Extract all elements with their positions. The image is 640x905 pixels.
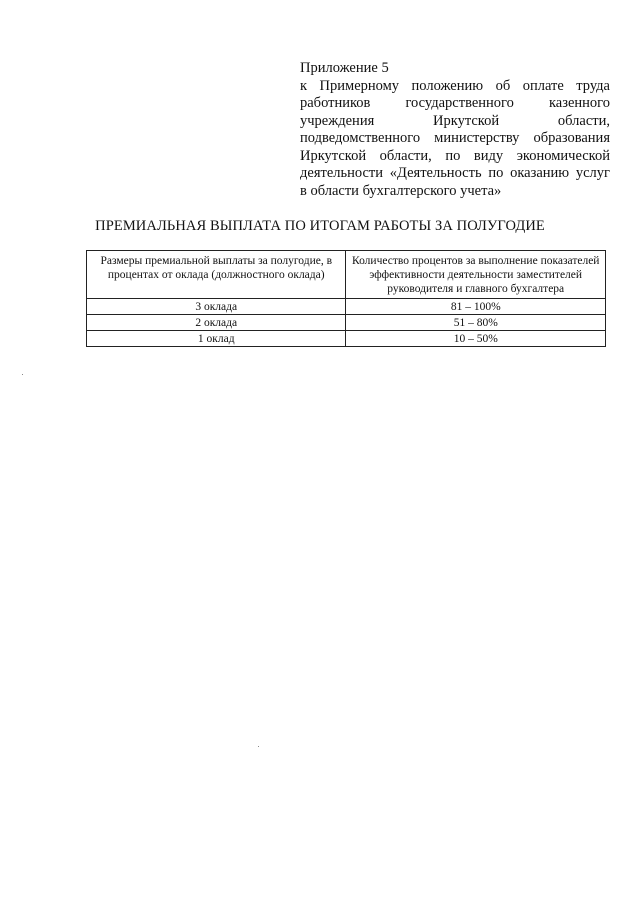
table-row — [87, 315, 606, 331]
appendix-line: деятельности «Деятельность по оказанию услуг — [300, 165, 610, 181]
appendix-line: подведомственного министерству образования — [300, 130, 610, 146]
cell-percent-range: 51 – 80% — [346, 315, 606, 331]
header-bonus-size: Размеры премиальной выплаты за полугодие, в процентах от оклада (должностного оклада) — [87, 251, 346, 299]
cell-percent-range: 81 – 100% — [346, 299, 606, 315]
appendix-line: в области бухгалтерского учета» — [300, 182, 502, 199]
appendix-line: к Примерному положению об оплате труда — [300, 77, 610, 94]
table-row — [87, 331, 606, 347]
table-row — [87, 299, 606, 315]
scan-speck — [22, 374, 23, 375]
table-header-row — [87, 251, 606, 299]
bonus-table — [86, 250, 606, 347]
cell-bonus-size: 2 оклада — [87, 315, 346, 331]
document-title: ПРЕМИАЛЬНАЯ ВЫПЛАТА ПО ИТОГАМ РАБОТЫ ЗА ПОЛУГОДИЕ — [95, 218, 545, 234]
appendix-note — [300, 60, 610, 200]
cell-bonus-size: 1 оклад — [87, 331, 346, 347]
appendix-line: Иркутской области, по виду экономической — [300, 147, 610, 164]
appendix-line: Приложение 5 — [300, 60, 389, 76]
scan-speck — [258, 746, 259, 747]
appendix-line: работников государственного казенного — [300, 95, 610, 111]
appendix-line: учреждения Иркутской области, — [300, 112, 610, 129]
cell-percent-range: 10 – 50% — [346, 331, 606, 347]
cell-bonus-size: 3 оклада — [87, 299, 346, 315]
header-percent-indicators: Количество процентов за выполнение показателей эффективности деятельности заместителей руководителя и главного бухгалтера — [346, 251, 606, 299]
